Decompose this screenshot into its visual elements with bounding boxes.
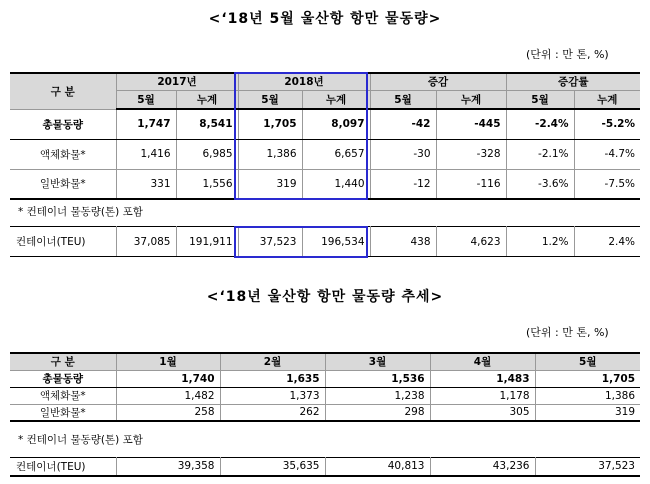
row-label: 액체화물* [10, 139, 116, 169]
row-label: 컨테이너(TEU) [10, 227, 116, 257]
table-cell: 37,085 [116, 227, 176, 257]
table-cell: 331 [116, 169, 176, 199]
subheader-month: 5월 [506, 90, 574, 109]
table-cell: 1,747 [116, 109, 176, 139]
table-cell: 1,705 [238, 109, 302, 139]
header-month: 1월 [116, 353, 220, 370]
table-cell: 191,911 [176, 227, 238, 257]
row-label: 컨테이너(TEU) [10, 458, 116, 476]
table-cell: 8,097 [302, 109, 370, 139]
table-cell: 1,386 [535, 387, 640, 404]
table-row [10, 458, 640, 476]
table-cell: 1,635 [220, 370, 325, 387]
table-cell: 1,373 [220, 387, 325, 404]
table-cell: -4.7% [574, 139, 640, 169]
table-cell: 298 [325, 404, 430, 421]
table-cell: 1,483 [430, 370, 535, 387]
table-cell: -2.1% [506, 139, 574, 169]
table-cell: 40,813 [325, 458, 430, 476]
header-change-rate: 증감률 [506, 73, 640, 90]
monthly-trend-table [10, 352, 640, 422]
table-cell: 438 [370, 227, 436, 257]
table-cell: 1.2% [506, 227, 574, 257]
table-cell: -7.5% [574, 169, 640, 199]
header-month: 2월 [220, 353, 325, 370]
highlight-2018-container-box [234, 226, 368, 258]
table1-footnote: * 컨테이너 물동량(톤) 포함 [18, 206, 143, 218]
table-cell: 39,358 [116, 458, 220, 476]
subheader-cumulative: 누계 [176, 90, 238, 109]
table-cell: 8,541 [176, 109, 238, 139]
table-row [10, 404, 640, 421]
table-cell: 1,440 [302, 169, 370, 199]
row-label: 일반화물* [10, 404, 116, 421]
subheader-cumulative: 누계 [436, 90, 506, 109]
highlight-2018-box [234, 72, 368, 200]
table2-unit: (단위 : 만 톤, %) [526, 326, 609, 339]
table-row [10, 387, 640, 404]
header-2018: 2018년 [238, 73, 370, 90]
table2-title: <‘18년 울산항 항만 물동량 추세> [206, 289, 444, 305]
row-label: 일반화물* [10, 169, 116, 199]
table-cell: -328 [436, 139, 506, 169]
table-cell: 258 [116, 404, 220, 421]
container-trend-table [10, 457, 640, 477]
header-category: 구 분 [10, 73, 116, 109]
table-cell: 1,536 [325, 370, 430, 387]
table-cell: 35,635 [220, 458, 325, 476]
table2-footnote: * 컨테이너 물동량(톤) 포함 [18, 434, 143, 446]
table-cell: 319 [238, 169, 302, 199]
table-cell: 1,740 [116, 370, 220, 387]
header-month: 3월 [325, 353, 430, 370]
subheader-month: 5월 [370, 90, 436, 109]
row-label: 액체화물* [10, 387, 116, 404]
subheader-cumulative: 누계 [302, 90, 370, 109]
row-label: 총물동량 [10, 109, 116, 139]
table-cell: -3.6% [506, 169, 574, 199]
table-cell: 6,985 [176, 139, 238, 169]
table-cell: 2.4% [574, 227, 640, 257]
table-cell: 4,623 [436, 227, 506, 257]
table-cell: 196,534 [302, 227, 370, 257]
table-cell: 37,523 [238, 227, 302, 257]
subheader-month: 5월 [116, 90, 176, 109]
header-month: 4월 [430, 353, 535, 370]
subheader-cumulative: 누계 [574, 90, 640, 109]
table-cell: -12 [370, 169, 436, 199]
header-month: 5월 [535, 353, 640, 370]
table-cell: -116 [436, 169, 506, 199]
table-cell: 37,523 [535, 458, 640, 476]
table-cell: 319 [535, 404, 640, 421]
table-cell: 6,657 [302, 139, 370, 169]
header-2017: 2017년 [116, 73, 238, 90]
header-change: 증감 [370, 73, 506, 90]
table-cell: 1,178 [430, 387, 535, 404]
table-cell: 1,416 [116, 139, 176, 169]
table-cell: -30 [370, 139, 436, 169]
table-row [10, 370, 640, 387]
table-cell: 1,556 [176, 169, 238, 199]
table-cell: -445 [436, 109, 506, 139]
table-cell: -5.2% [574, 109, 640, 139]
table-cell: -42 [370, 109, 436, 139]
table-cell: 1,482 [116, 387, 220, 404]
subheader-month: 5월 [238, 90, 302, 109]
table-cell: 1,386 [238, 139, 302, 169]
table-cell: -2.4% [506, 109, 574, 139]
table1-title: <‘18년 5월 울산항 항만 물동량> [208, 11, 442, 27]
table-cell: 43,236 [430, 458, 535, 476]
table-cell: 262 [220, 404, 325, 421]
table-cell: 305 [430, 404, 535, 421]
table1-unit: (단위 : 만 톤, %) [526, 48, 609, 61]
table-cell: 1,705 [535, 370, 640, 387]
row-label: 총물동량 [10, 370, 116, 387]
header-category: 구 분 [10, 353, 116, 370]
table-cell: 1,238 [325, 387, 430, 404]
